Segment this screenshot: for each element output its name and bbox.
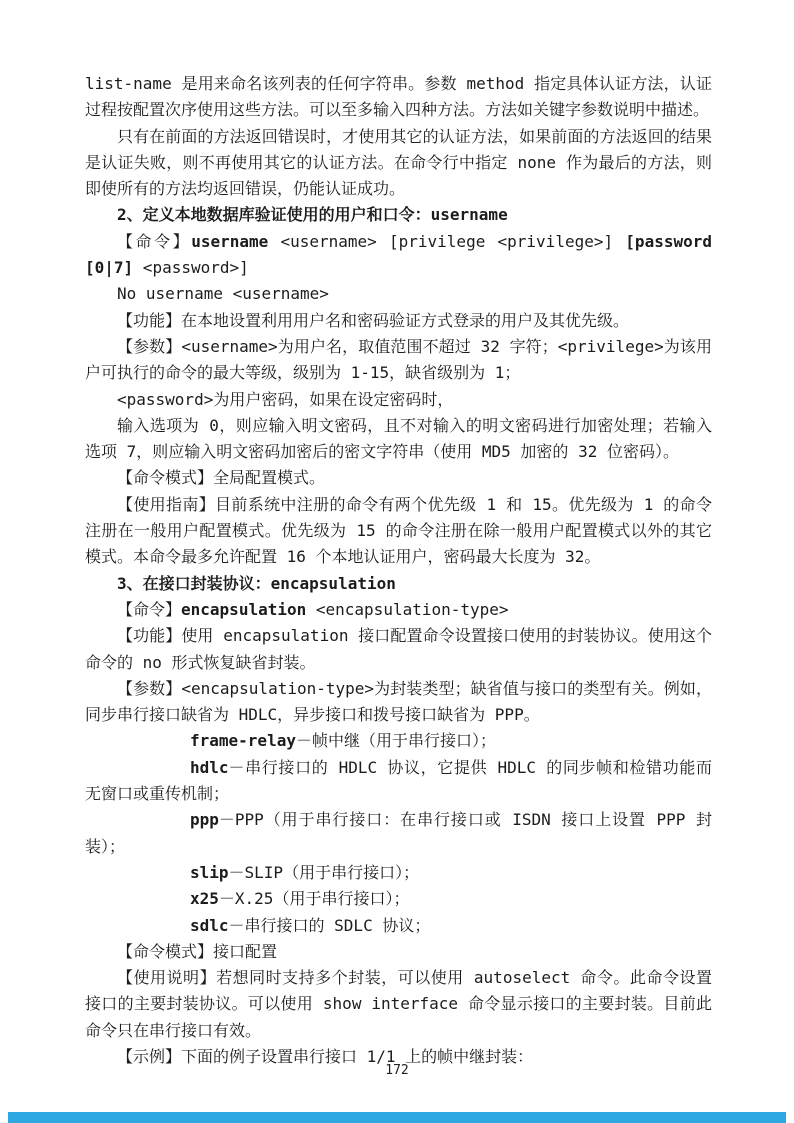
paragraph [85, 229, 712, 282]
paragraph [85, 308, 712, 334]
body-text: 只有在前面的方法返回错误时，才使用其它的认证方法，如果前面的方法返回的结果是认证失败，则不再使用其它的认证方法。在命令行中指定 none 作为最后的方法，则即使所有的方法均返回错误，仍能认证成功。 [85, 126, 712, 199]
body-text: －SLIP（用于串行接口）； [228, 862, 420, 882]
body-text: －PPP（用于串行接口：在串行接口或 ISDN 接口上设置 PPP 封装）； [85, 810, 712, 856]
body-text: 【命令模式】全局配置模式。 [117, 468, 326, 488]
paragraph [85, 124, 712, 203]
paragraph [85, 465, 712, 491]
body-text: <username> [privilege <privilege>] [268, 231, 626, 251]
body-text: <password>为用户密码，如果在设定密码时， [117, 389, 454, 409]
body-text: 【功能】在本地设置利用用户名和密码验证方式登录的用户及其优先级。 [117, 310, 630, 330]
paragraph [85, 334, 712, 387]
body-text: －串行接口的 SDLC 协议； [228, 915, 431, 935]
section-heading [85, 571, 712, 597]
body-text: 【命令】 [117, 599, 182, 619]
body-text: <encapsulation-type> [306, 599, 509, 619]
paragraph [85, 886, 712, 912]
keyword-text: hdlc [190, 757, 229, 777]
body-text: 【参数】<username>为用户名，取值范围不超过 32 字符；<privilege>为该用户可执行的命令的最大等级，级别为 1-15，缺省级别为 1； [85, 336, 712, 383]
keyword-text: username [191, 231, 269, 251]
paragraph [85, 387, 712, 413]
paragraph [85, 623, 712, 676]
body-text: －帧中继（用于串行接口）； [295, 731, 496, 751]
paragraph [85, 728, 712, 754]
paragraph [85, 71, 712, 124]
body-text: <password>] [133, 258, 249, 278]
paragraph [85, 676, 712, 729]
page-number: 172 [385, 1063, 409, 1078]
keyword-text: slip [190, 862, 229, 882]
body-text: 3、在接口封装协议：encapsulation [117, 573, 396, 593]
body-text: 输入选项为 0，则应输入明文密码，且不对输入的明文密码进行加密处理；若输入选项 7，则应输入明文密码加密后的密文字符串（使用 MD5 加密的 32 位密码）。 [85, 415, 712, 462]
keyword-text: ppp [190, 810, 219, 830]
body-text: 【使用说明】若想同时支持多个封装，可以使用 autoselect 命令。此命令设置接口的主要封装协议。可以使用 show interface 命令显示接口的主要封装。目前此命令只在串行接口有效。 [85, 968, 712, 1040]
body-text: 【功能】使用 encapsulation 接口配置命令设置接口使用的封装协议。使用这个命令的 no 形式恢复缺省封装。 [85, 626, 712, 672]
paragraph [85, 860, 712, 886]
keyword-text: frame-relay [190, 731, 296, 751]
paragraph [85, 281, 712, 307]
document-body [85, 71, 712, 1070]
body-text: 2、定义本地数据库验证使用的用户和口令：username [117, 205, 508, 225]
body-text: 【参数】<encapsulation-type>为封装类型；缺省值与接口的类型有关。例如，同步串行接口缺省为 HDLC，异步接口和拨号接口缺省为 PPP。 [85, 678, 712, 725]
section-heading [85, 202, 712, 228]
paragraph [85, 597, 712, 623]
paragraph [85, 965, 712, 1044]
paragraph [85, 939, 712, 965]
body-text: 【使用指南】目前系统中注册的命令有两个优先级 1 和 15。优先级为 1 的命令注册在一般用户配置模式。优先级为 15 的命令注册在除一般用户配置模式以外的其它模式。本命令最多允许配置 16 个本地认证用户，密码最大长度为 32。 [85, 494, 712, 567]
body-text: －X.25（用于串行接口）； [218, 889, 410, 909]
keyword-text: [password [0|7] [85, 231, 712, 278]
body-text: No username <username> [117, 284, 329, 304]
body-text: list-name 是用来命名该列表的任何字符串。参数 method 指定具体认证方法，认证过程按配置次序使用这些方法。可以至多输入四种方法。方法如关键字参数说明中描述。 [85, 74, 712, 120]
paragraph [85, 755, 712, 808]
paragraph [85, 492, 712, 571]
paragraph [85, 913, 712, 939]
footer-bar [8, 1112, 786, 1123]
keyword-text: x25 [190, 889, 219, 909]
body-text: 【示例】下面的例子设置串行接口 1/1 上的帧中继封装： [117, 1046, 534, 1066]
body-text: －串行接口的 HDLC 协议，它提供 HDLC 的同步帧和检错功能而无窗口或重传机制； [85, 757, 712, 804]
keyword-text: sdlc [190, 915, 229, 935]
keyword-text: encapsulation [181, 599, 307, 619]
body-text: 【命令模式】接口配置 [117, 941, 278, 961]
paragraph [85, 413, 712, 466]
body-text: 【命令】 [117, 231, 192, 251]
paragraph [85, 807, 712, 860]
